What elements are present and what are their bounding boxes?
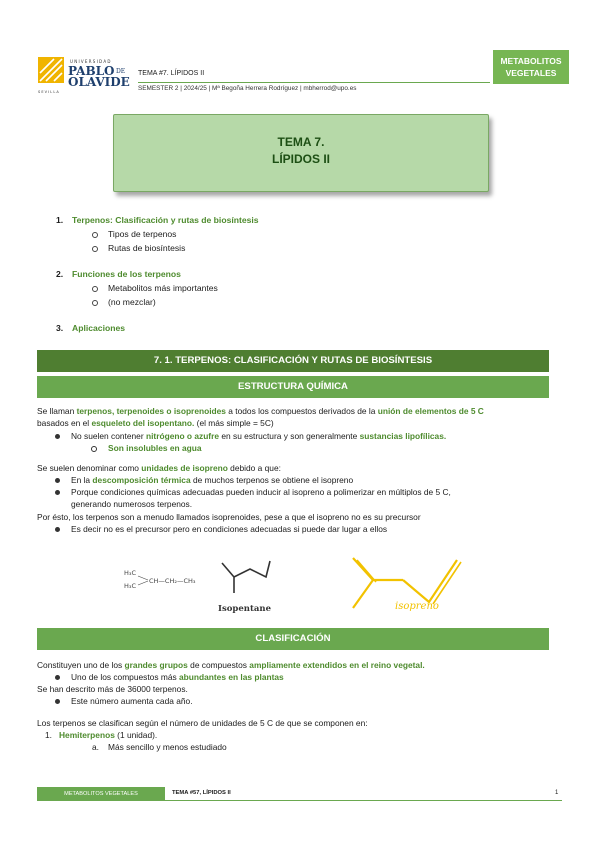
outline-num: 3. [56,323,64,333]
page-number: 1 [555,790,559,796]
footer-title: TEMA #57, LÍPIDOS II [172,790,231,796]
outline-title: Aplicaciones [72,323,126,333]
tema-name: LÍPIDOS II [271,152,330,166]
outline-list [56,213,536,335]
isopentane-label: Isopentane [218,604,271,614]
clasificacion-text [37,659,562,753]
clasificacion-p2: Se han descrito más de 36000 terpenos. [37,684,188,694]
outline-num: 2. [56,269,64,279]
h3c-label-2: H₃C [124,582,137,590]
h3c-label-1: H₃C [124,569,137,577]
header-badge [493,50,569,84]
outline-item-3 [56,321,536,335]
svg-text:OLAVIDE: OLAVIDE [68,75,130,89]
clasificacion-p1: Constituyen uno de los grandes grupos de compuestos ampliamente extendidos en el reino vegetal. [37,660,425,670]
outline-sub: (no mezclar) [56,295,536,309]
tema-title-box [113,114,489,192]
chain-label: CH—CH₂—CH₃ [149,577,196,585]
outline-title: Funciones de los terpenos [72,269,181,279]
footer-divider [165,800,562,801]
university-logo [38,55,138,95]
outline-item-1 [56,213,536,227]
numbered-item: 1. Hemiterpenos (1 unidad). [45,730,158,740]
footer-badge: METABOLITOS VEGETALES [37,787,165,801]
bullet: Este número aumenta cada año. [37,695,562,707]
svg-text:S E V I L L A: S E V I L L A [38,90,59,94]
badge-line1: METABOLITOS [500,56,562,66]
clasificacion-p3: Los terpenos se clasifican según el número de unidades de 5 C de que se componen en: [37,718,368,728]
badge-line2: VEGETALES [505,68,557,78]
isoprene-label: isopreno [395,601,439,612]
bullet: Porque condiciones químicas adecuadas pueden inducir al isopreno a polimerizar en múltiplos de 5 C, [37,486,562,498]
bullet: En la descomposición térmica de muchos terpenos se obtiene el isopreno [37,474,562,486]
outline-title: Terpenos: Clasificación y rutas de biosíntesis [72,215,259,225]
header-subtitle: SEMESTER 2 | 2024/25 | Mª Begoña Herrera Rodríguez | mbherrod@upo.es [138,85,357,92]
isoprene-figure [345,554,470,616]
section-heading-main: 7. 1. TERPENOS: CLASIFICACIÓN Y RUTAS DE BIOSÍNTESIS [37,350,549,372]
svg-text:PABLO: PABLO [68,64,115,78]
svg-text:U N I V E R S I D A D: U N I V E R S I D A D [70,59,111,64]
estructura-p2: Se suelen denominar como unidades de isopreno debido a que: [37,463,281,473]
section-heading-clasificacion: CLASIFICACIÓN [37,628,549,650]
bullet: No suelen contener nitrógeno o azufre en su estructura y son generalmente sustancias lipofílicas. [37,430,562,442]
tema-number: TEMA 7. [277,135,325,149]
isopentane-figure [120,555,290,615]
estructura-text: Se llaman terpenos, terpenoides o isoprenoides a todos los compuestos derivados de la unión de elementos de 5 C basados en el esqueleto del isopentano. (el más simple = 5C) No suelen contener nitrógeno o azufre en su estructura y son generalmente sustancias lipofílicas. Son insolubles en agua Se suelen denominar como unidades de isopreno debido a que: En la descomposición térmica de muchos terpenos se obtiene el isopreno Porque condiciones químicas adecuadas pueden inducir al isopreno a polimerizar en múltiplos de 5 C, generando numerosos terpenos. Por ésto, los terpenos son a menudo llamados isoprenoides, pese a que el isopreno no es su precursor Es decir no es el precursor pero en condiciones adecuadas si puede dar lugar a ellos [37,405,562,535]
outline-sub: Tipos de terpenos [56,227,536,241]
outline-item-2 [56,267,536,281]
section-heading-estructura: ESTRUCTURA QUÍMICA [37,376,549,398]
sub-bullet: Son insolubles en agua [37,442,562,454]
outline-sub: Metabolitos más importantes [56,281,536,295]
svg-text:DE: DE [116,68,126,75]
header-divider [138,82,490,83]
estructura-p1: Se llaman terpenos, terpenoides o isoprenoides a todos los compuestos derivados de la unión de elementos de 5 C [37,406,484,416]
estructura-p3: Por ésto, los terpenos son a menudo llamados isoprenoides, pese a que el isopreno no es su precursor [37,512,421,522]
numbered-sub-item: a. Más sencillo y menos estudiado [92,742,227,752]
outline-sub: Rutas de biosíntesis [56,241,536,255]
bullet: Uno de los compuestos más abundantes en las plantas [37,671,562,683]
header-title: TEMA #7. LÍPIDOS II [138,70,205,77]
outline-num: 1. [56,215,64,225]
bullet: Es decir no es el precursor pero en condiciones adecuadas si puede dar lugar a ellos [37,523,562,535]
